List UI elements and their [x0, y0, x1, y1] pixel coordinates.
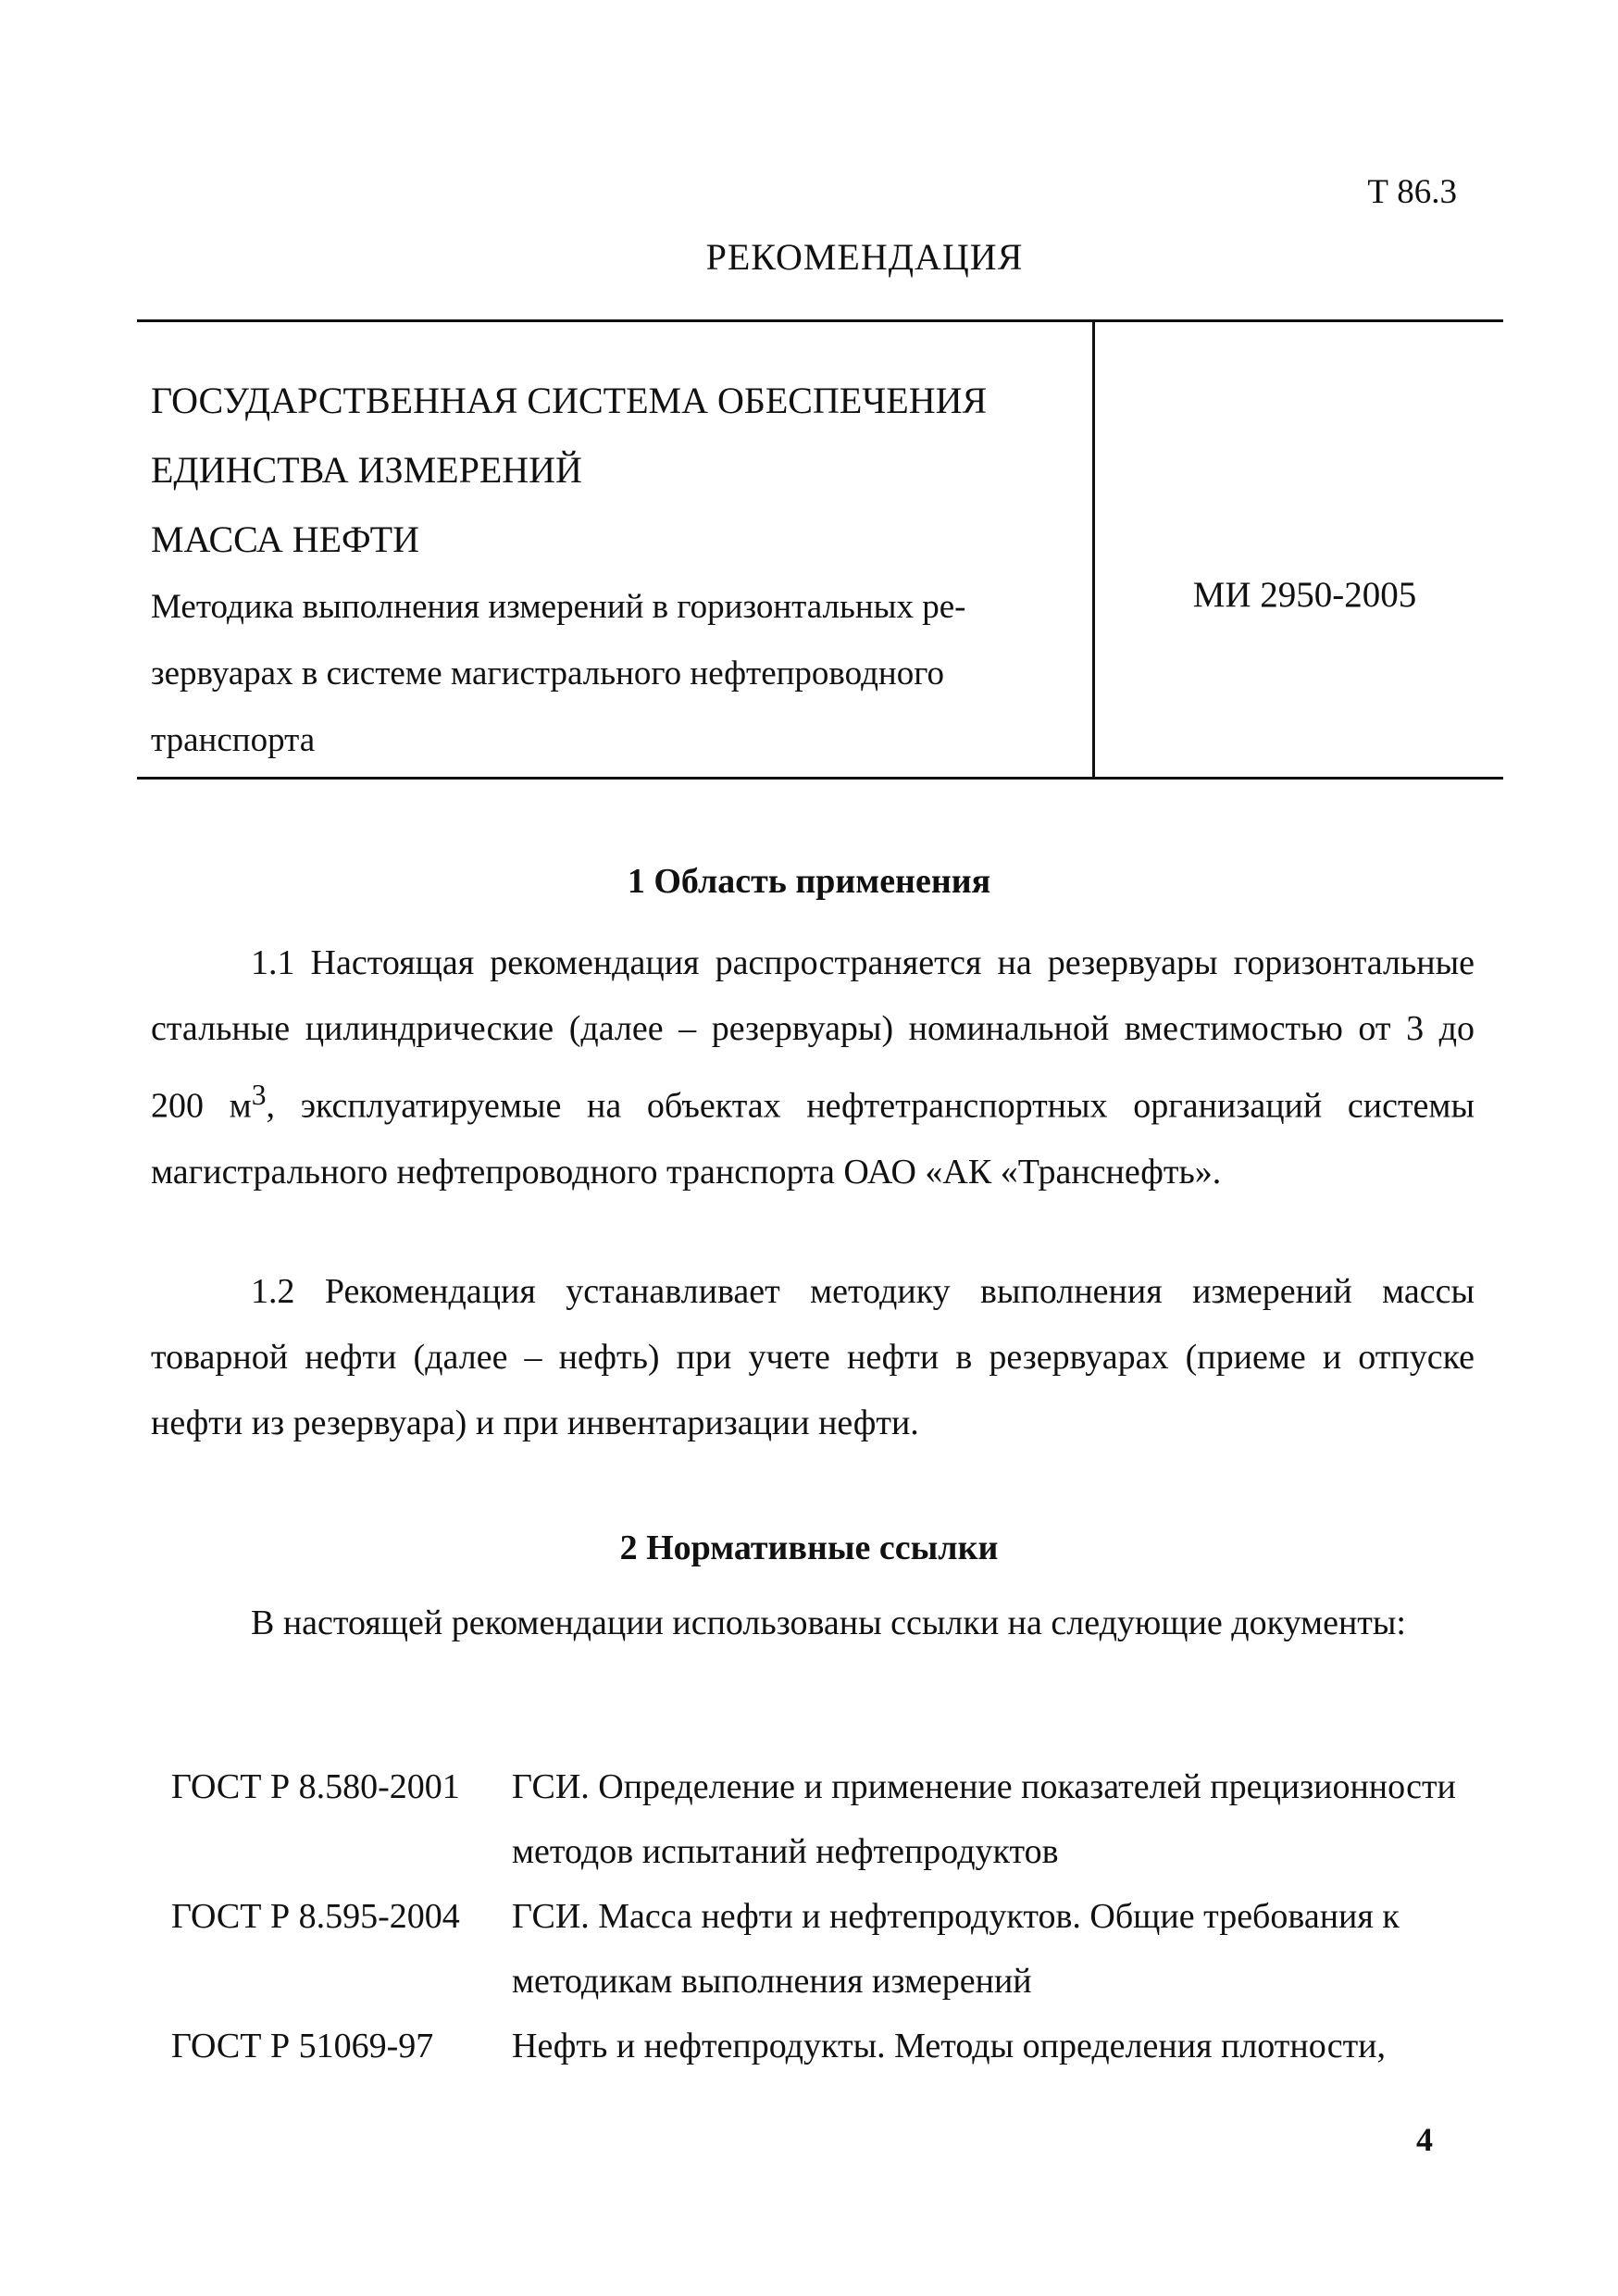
paragraph-1-2-text: 1.2 Рекомендация устанавливает методику выполнения измерений массы товарной нефти (далее – нефть) при учете нефти в резервуарах (приеме и отпуске нефти из резервуара) и при инвентаризации нефти.: [151, 1272, 1475, 1442]
title-block-bottom-rule: [137, 777, 1503, 780]
title-line-2: ЕДИНСТВА ИЗМЕРЕНИЙ: [151, 449, 582, 491]
reference-title: ГСИ. Определение и применение показателей прецизионности методов испытаний нефтепродуктов: [512, 1767, 1456, 1871]
reference-item: [171, 1884, 1495, 2014]
title-line-1: ГОСУДАРСТВЕННАЯ СИСТЕМА ОБЕСПЕЧЕНИЯ: [151, 380, 988, 421]
title-block: [151, 366, 1067, 774]
reference-code: ГОСТ Р 51069-97: [171, 2027, 434, 2065]
section-1-heading: 1 Область применения: [627, 862, 991, 901]
document-designation: МИ 2950-2005: [1192, 575, 1417, 615]
title-block-top-rule: [137, 319, 1503, 322]
reference-item: [171, 1754, 1495, 1884]
title-line-3: МАССА НЕФТИ: [151, 518, 419, 560]
title-description-line-1: Методика выполнения измерений в горизонтальных ре-: [151, 588, 966, 626]
references-intro: [151, 1591, 1475, 1656]
superscript-3: 3: [251, 1079, 267, 1111]
reference-item: [171, 2014, 1495, 2078]
title-block-divider: [1092, 319, 1095, 780]
page-number: 4: [1416, 2121, 1433, 2158]
reference-title: Нефть и нефтепродукты. Методы определения плотности,: [512, 2027, 1387, 2065]
paragraph-1-1-text-a: 1.1 Настоящая рекомендация распространяется на резервуары горизонтальные стальные цилиндрические (далее – резервуары) номинальной вместимостью от 3 до 200 м: [151, 943, 1475, 1126]
section-2-heading: 2 Нормативные ссылки: [619, 1529, 999, 1567]
document-type: РЕКОМЕНДАЦИЯ: [705, 236, 1024, 278]
reference-title: ГСИ. Масса нефти и нефтепродуктов. Общие требования к методикам выполнения измерений: [512, 1897, 1400, 2001]
classification-code: Т 86.3: [1367, 173, 1457, 211]
title-description-line-2: зервуарах в системе магистрального нефтепроводного: [151, 655, 944, 693]
references-list: [171, 1754, 1495, 2078]
reference-code: ГОСТ Р 8.595-2004: [171, 1897, 460, 1936]
reference-code: ГОСТ Р 8.580-2001: [171, 1767, 460, 1806]
paragraph-1-1: [151, 930, 1475, 1205]
paragraph-1-1-text-b: , эксплуатируемые на объектах нефтетранспортных организаций системы магистрального нефтепроводного транспорта ОАО «АК «Транснефть».: [151, 1086, 1475, 1192]
title-description-line-3: транспорта: [151, 721, 316, 759]
references-intro-text: В настоящей рекомендации использованы ссылки на следующие документы:: [251, 1603, 1406, 1642]
paragraph-1-2: [151, 1259, 1475, 1456]
